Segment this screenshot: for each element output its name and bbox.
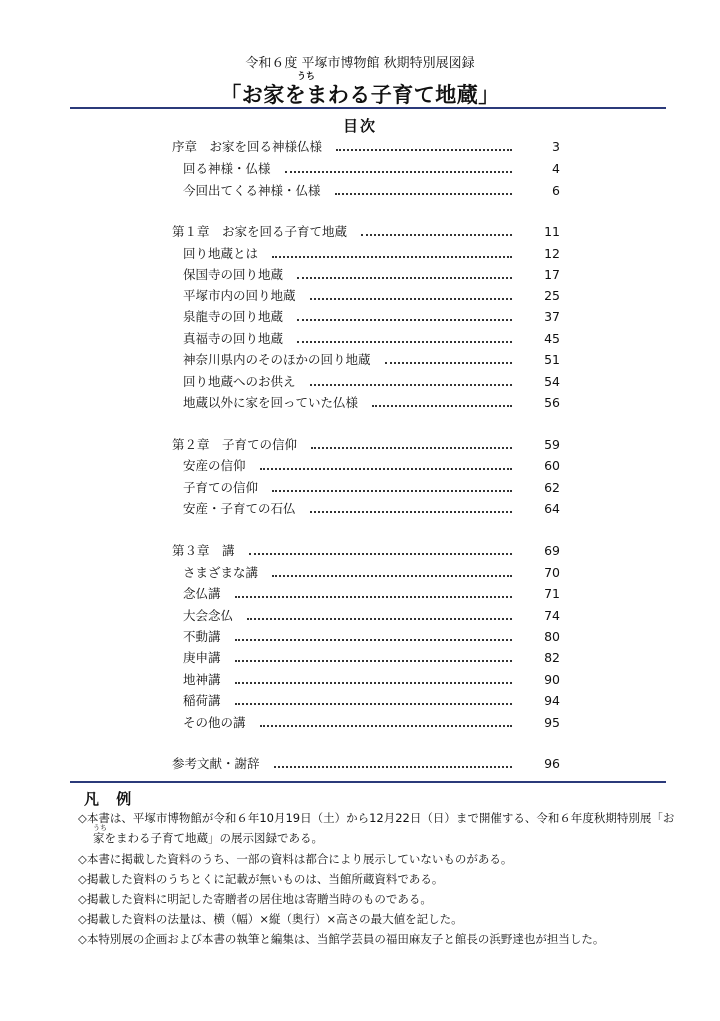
- toc-leader-dots: [310, 511, 512, 513]
- toc-leader-dots: [272, 256, 512, 258]
- title-ruby: うち: [297, 72, 316, 82]
- toc-entry-label: さまざまな講: [183, 565, 259, 580]
- toc-entry-label: 神奈川県内のそのほかの回り地蔵: [183, 352, 371, 367]
- toc-leader-dots: [272, 490, 512, 492]
- toc-page-number: 82: [544, 650, 560, 665]
- toc-leader-dots: [335, 193, 512, 195]
- toc-entry-label: 回る神様・仏様: [183, 161, 271, 176]
- toc-entry-label: 保国寺の回り地蔵: [183, 267, 284, 282]
- toc-entry: [0, 308, 720, 326]
- toc-entry: [0, 436, 720, 454]
- toc-entry-label: 参考文献・謝辞: [172, 756, 260, 771]
- toc-entry-label: 庚申講: [183, 650, 221, 665]
- toc-entry-label: 泉龍寺の回り地蔵: [183, 309, 284, 324]
- toc-leader-dots: [297, 341, 512, 343]
- toc-leader-dots: [361, 234, 512, 236]
- toc-page-number: 64: [544, 501, 560, 516]
- notes-ruby: うち: [93, 824, 107, 832]
- toc-entry-label: 序章 お家を回る神様仏様: [172, 139, 323, 154]
- toc-entry-label: 地蔵以外に家を回っていた仏様: [183, 395, 359, 410]
- toc-entry: [0, 755, 720, 773]
- toc-leader-dots: [310, 298, 512, 300]
- top-divider: [70, 107, 666, 109]
- toc-entry: [0, 607, 720, 625]
- toc-page-number: 69: [544, 543, 560, 558]
- toc-leader-dots: [274, 766, 512, 768]
- toc-leader-dots: [235, 596, 512, 598]
- toc-entry-label: 念仏講: [183, 586, 221, 601]
- toc-page-number: 74: [544, 608, 560, 623]
- toc-heading: 目次: [342, 117, 377, 135]
- toc-entry: [0, 671, 720, 689]
- toc-entry-label: 第３章 講: [172, 543, 235, 558]
- toc-leader-dots: [235, 660, 512, 662]
- toc-page-number: 37: [544, 309, 560, 324]
- toc-entry: [0, 287, 720, 305]
- toc-entry: [0, 564, 720, 582]
- toc-page-number: 95: [544, 715, 560, 730]
- note-line: ◇本書は、平塚市博物館が令和６年10月19日（土）から12月22日（日）まで開催する、令和６年度秋期特別展「お: [78, 811, 675, 825]
- toc-entry: [0, 479, 720, 497]
- toc-entry: [0, 373, 720, 391]
- toc-entry-label: 子育ての信仰: [183, 480, 259, 495]
- toc-page-number: 25: [544, 288, 560, 303]
- toc-entry-label: 真福寺の回り地蔵: [183, 331, 284, 346]
- toc-page-number: 59: [544, 437, 560, 452]
- catalog-title: 「お家をまわる子育て地蔵」: [220, 83, 500, 107]
- toc-leader-dots: [297, 319, 512, 321]
- toc-page-number: 3: [552, 139, 560, 154]
- toc-page-number: 56: [544, 395, 560, 410]
- toc-leader-dots: [311, 447, 512, 449]
- toc-leader-dots: [260, 468, 512, 470]
- toc-leader-dots: [336, 149, 512, 151]
- toc-page-number: 45: [544, 331, 560, 346]
- toc-entry: [0, 138, 720, 156]
- toc-page-number: 80: [544, 629, 560, 644]
- toc-page-number: 54: [544, 374, 560, 389]
- toc-page-number: 11: [544, 224, 560, 239]
- toc-page-number: 4: [552, 161, 560, 176]
- toc-leader-dots: [260, 725, 512, 727]
- toc-entry-label: 第２章 子育ての信仰: [172, 437, 298, 452]
- toc-page-number: 90: [544, 672, 560, 687]
- bottom-divider: [70, 781, 666, 783]
- toc-leader-dots: [385, 362, 512, 364]
- toc-entry: [0, 585, 720, 603]
- toc-entry: [0, 542, 720, 560]
- toc-leader-dots: [235, 703, 512, 705]
- toc-entry: [0, 628, 720, 646]
- toc-page-number: 70: [544, 565, 560, 580]
- toc-entry-label: 安産の信仰: [183, 458, 246, 473]
- toc-leader-dots: [247, 618, 512, 620]
- toc-page-number: 96: [544, 756, 560, 771]
- toc-page-number: 62: [544, 480, 560, 495]
- toc-leader-dots: [372, 405, 512, 407]
- toc-leader-dots: [235, 639, 512, 641]
- toc-entry: [0, 182, 720, 200]
- note-line: ◇本書に掲載した資料のうち、一部の資料は都合により展示していないものがある。: [78, 852, 513, 866]
- notes-heading: 凡 例: [84, 790, 138, 808]
- toc-entry: [0, 714, 720, 732]
- toc-entry-label: 今回出てくる神様・仏様: [183, 183, 321, 198]
- toc-entry-label: 大会念仏: [183, 608, 234, 623]
- toc-page-number: 17: [544, 267, 560, 282]
- toc-page-number: 60: [544, 458, 560, 473]
- toc-entry-label: 回り地蔵とは: [183, 246, 259, 261]
- note-line: 家をまわる子育て地蔵」の展示図録である。: [93, 831, 323, 845]
- toc-entry: [0, 649, 720, 667]
- toc-entry-label: 安産・子育ての石仏: [183, 501, 296, 516]
- toc-entry-label: 平塚市内の回り地蔵: [183, 288, 296, 303]
- toc-entry: [0, 266, 720, 284]
- note-line: ◇掲載した資料のうちとくに記載が無いものは、当館所蔵資料である。: [78, 872, 444, 886]
- toc-page-number: 12: [544, 246, 560, 261]
- toc-entry: [0, 394, 720, 412]
- toc-leader-dots: [235, 682, 512, 684]
- toc-leader-dots: [285, 171, 512, 173]
- toc-page-number: 51: [544, 352, 560, 367]
- toc-leader-dots: [272, 575, 512, 577]
- toc-entry-label: 第１章 お家を回る子育て地蔵: [172, 224, 348, 239]
- toc-entry-label: 回り地蔵へのお供え: [183, 374, 296, 389]
- catalog-subtitle: 令和６度 平塚市博物館 秋期特別展図録: [245, 56, 475, 71]
- toc-page-number: 6: [552, 183, 560, 198]
- toc-entry: [0, 245, 720, 263]
- toc-entry: [0, 330, 720, 348]
- note-line: ◇掲載した資料に明記した寄贈者の居住地は寄贈当時のものである。: [78, 892, 432, 906]
- toc-entry-label: 地神講: [183, 672, 221, 687]
- toc-leader-dots: [297, 277, 512, 279]
- toc-entry: [0, 160, 720, 178]
- note-line: ◇本特別展の企画および本書の執筆と編集は、当館学芸員の福田麻友子と館長の浜野達也が担当した。: [78, 932, 605, 946]
- toc-entry: [0, 351, 720, 369]
- toc-page-number: 71: [544, 586, 560, 601]
- toc-leader-dots: [310, 384, 512, 386]
- toc-entry-label: その他の講: [183, 715, 246, 730]
- toc-entry: [0, 692, 720, 710]
- toc-entry-label: 稲荷講: [183, 693, 221, 708]
- toc-entry: [0, 223, 720, 241]
- toc-page-number: 94: [544, 693, 560, 708]
- toc-entry: [0, 457, 720, 475]
- note-line: ◇掲載した資料の法量は、横（幅）×縦（奥行）×高さの最大値を記した。: [78, 912, 463, 926]
- toc-entry: [0, 500, 720, 518]
- toc-entry-label: 不動講: [183, 629, 221, 644]
- toc-leader-dots: [249, 553, 512, 555]
